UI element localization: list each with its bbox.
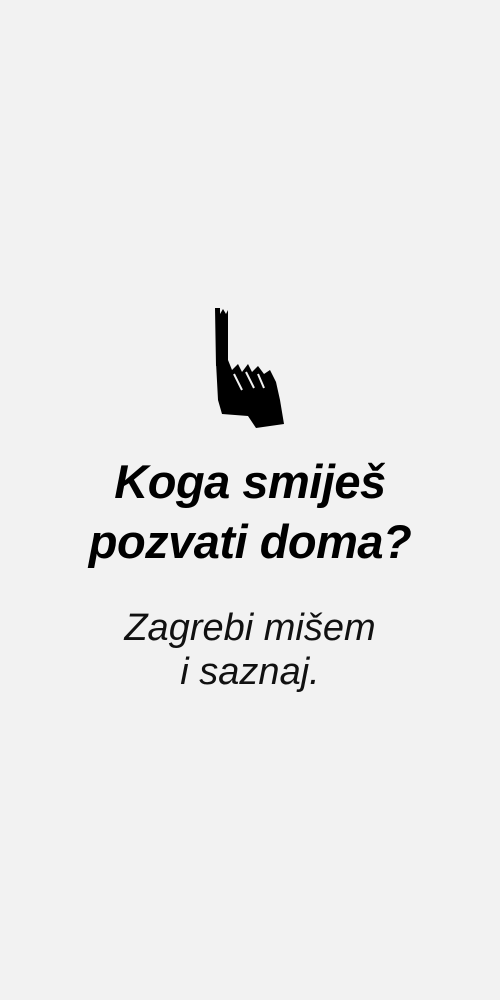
- headline: [0, 452, 500, 572]
- headline-line-1: Koga smiješ: [114, 455, 386, 508]
- headline-line-2: pozvati doma?: [88, 515, 412, 568]
- instruction-text: [0, 606, 500, 694]
- instruction-line-1: Zagrebi mišem: [124, 607, 376, 649]
- pointing-hand-icon: [208, 304, 288, 434]
- instruction-line-2: i saznaj.: [180, 651, 320, 693]
